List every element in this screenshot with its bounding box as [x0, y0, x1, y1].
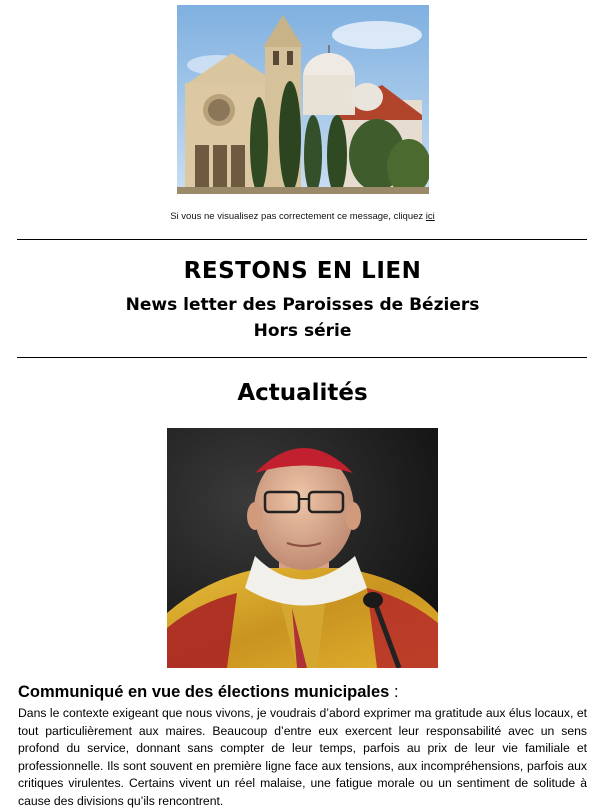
newsletter-edition: Hors série: [253, 321, 352, 341]
newsletter-title: RESTONS EN LIEN: [183, 258, 422, 284]
article-title: [18, 683, 399, 702]
view-in-browser-line: [0, 211, 605, 222]
view-in-browser-text: Si vous ne visualisez pas correctement ce message, cliquez: [170, 211, 426, 222]
divider-bottom: [17, 357, 587, 358]
section-heading: Actualités: [237, 380, 368, 406]
article-title-text: Communiqué en vue des élections municipales: [18, 683, 390, 701]
bishop-photo: [167, 428, 438, 668]
divider-top: [17, 239, 587, 240]
view-in-browser-link[interactable]: ici: [425, 211, 435, 222]
article-body: Dans le contexte exigeant que nous vivons, je voudrais d’abord exprimer ma gratitude aux élus locaux, et tout particulièrement aux maires. Beaucoup d’entre eux exercent leur responsabilité avec un sens profond du service, donnant sans compter de leur temps, parfois au prix de leur vie familiale et professionnelle. Ils sont souvent en première ligne face aux tensions, aux incompréhensions, parfois aux critiques virulentes. Certains vivent un réel malaise, une fatigue morale ou un sentiment de solitude à cause des divisions qu’ils rencontrent.: [18, 706, 587, 808]
church-photo: [177, 5, 429, 194]
newsletter-subtitle: News letter des Paroisses de Béziers: [125, 295, 480, 315]
article-title-colon: :: [389, 683, 399, 701]
